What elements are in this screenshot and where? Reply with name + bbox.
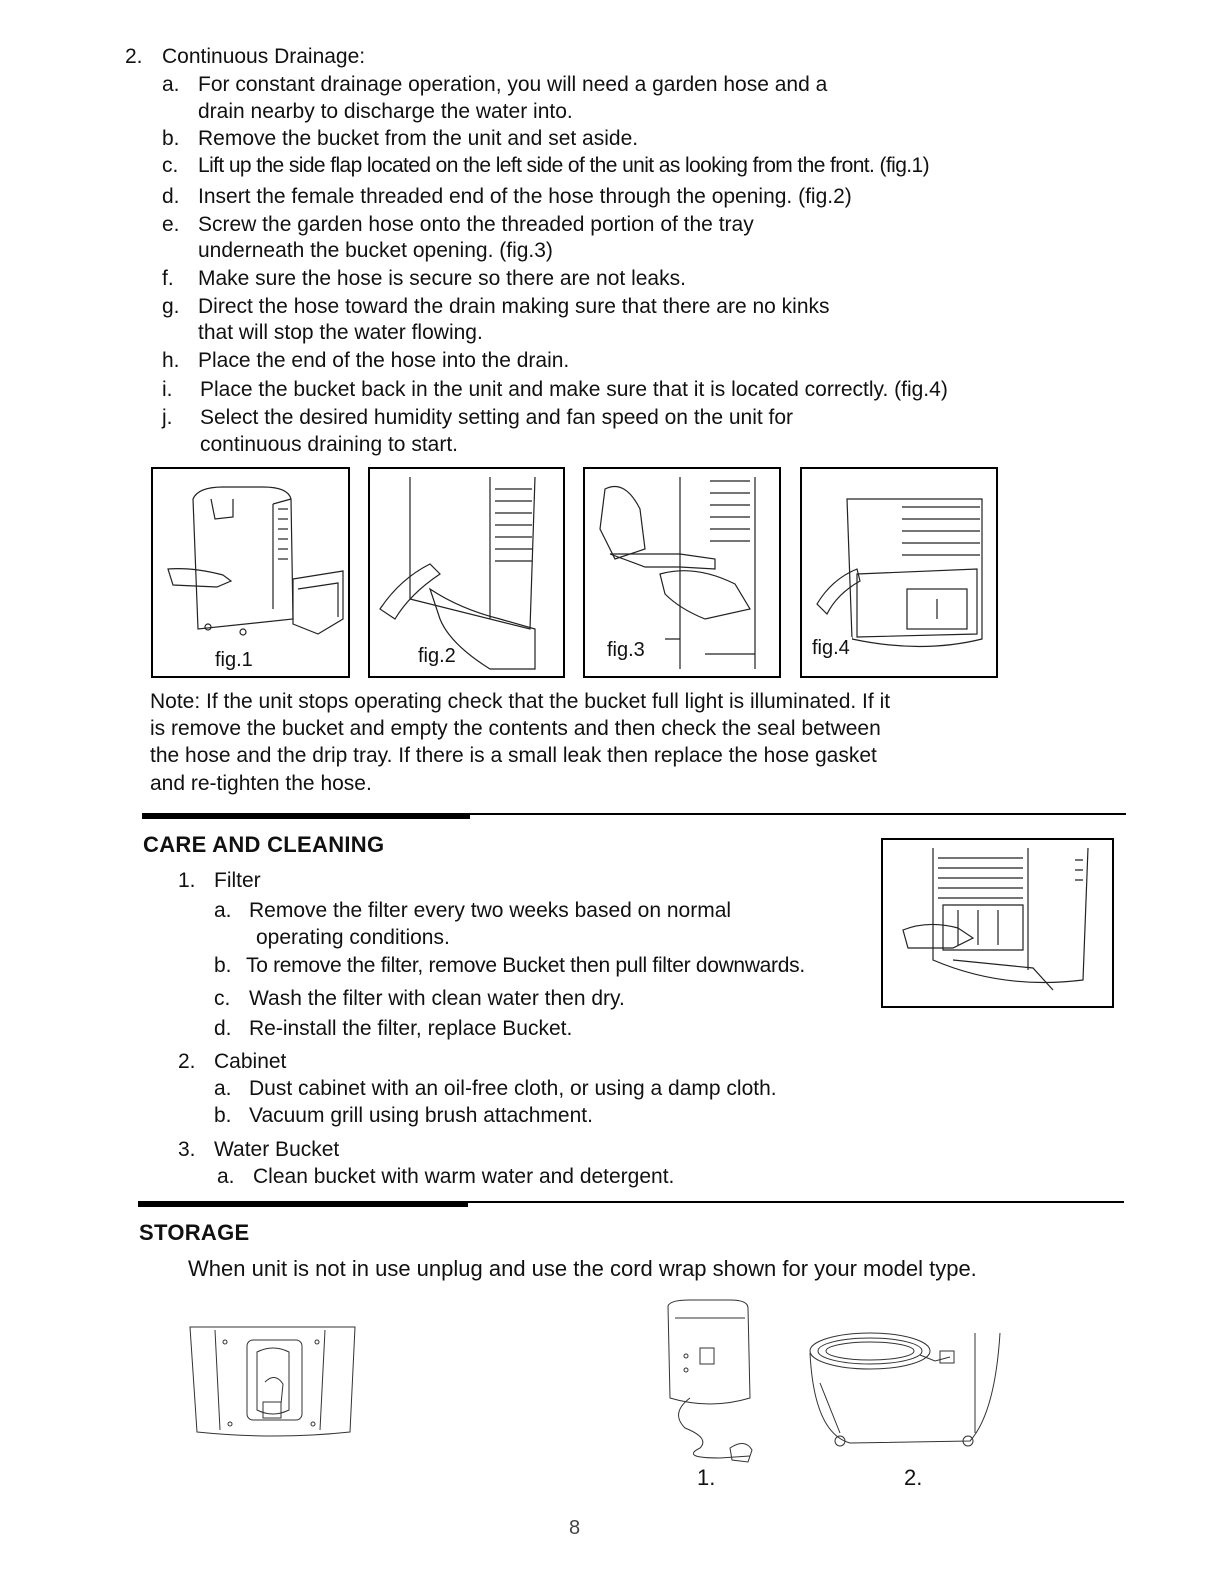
cord-wrap-model-1-drawing [660, 1298, 758, 1466]
step-letter: d. [162, 185, 180, 208]
care-sub-text: To remove the filter, remove Bucket then pull filter downwards. [246, 954, 805, 977]
storage-text: When unit is not in use unplug and use the cord wrap shown for your model type. [188, 1256, 977, 1281]
step-text: Place the bucket back in the unit and make sure that it is located correctly. (fig.4) [200, 378, 948, 401]
care-sub-text: Dust cabinet with an oil-free cloth, or using a damp cloth. [249, 1077, 777, 1100]
step-letter: e. [162, 213, 180, 236]
care-sub-letter: d. [214, 1017, 232, 1040]
figure-3 [583, 467, 781, 678]
cord-wrap-rear-illustration [185, 1322, 360, 1442]
care-item-number: 2. [178, 1050, 196, 1073]
care-sub-letter: a. [214, 899, 232, 922]
care-sub-text: Vacuum grill using brush attachment. [249, 1104, 593, 1127]
care-heading: CARE AND CLEANING [143, 832, 385, 857]
step-text: For constant drainage operation, you will need a garden hose and a [198, 73, 828, 96]
care-sub-letter: b. [214, 1104, 232, 1127]
storage-caption-2: 2. [904, 1465, 923, 1490]
step-text: Remove the bucket from the unit and set aside. [198, 127, 639, 150]
care-sub-text: Re-install the filter, replace Bucket. [249, 1017, 573, 1040]
section-divider-accent [142, 813, 470, 819]
care-sub-letter: a. [217, 1165, 235, 1188]
drainage-title: Continuous Drainage: [162, 45, 366, 68]
step-text: Lift up the side flap located on the left side of the unit as looking from the front. (fig.1) [198, 154, 929, 177]
step-text: Screw the garden hose onto the threaded portion of the tray [198, 213, 754, 236]
note-line: the hose and the drip tray. If there is a small leak then replace the hose gasket [150, 744, 877, 767]
figure-caption: fig.3 [607, 639, 645, 661]
drainage-number: 2. [125, 45, 143, 68]
figure-caption: fig.1 [215, 649, 253, 671]
cord-wrap-model-1-illustration [660, 1298, 758, 1466]
hose-insert-illustration [370, 469, 563, 676]
care-sub-letter: b. [214, 954, 232, 977]
care-item-number: 3. [178, 1138, 196, 1161]
step-letter: j. [162, 406, 173, 429]
care-sub-text: operating conditions. [256, 926, 450, 949]
page-number: 8 [569, 1517, 581, 1539]
step-text: Insert the female threaded end of the hose through the opening. (fig.2) [198, 185, 852, 208]
step-text: Select the desired humidity setting and fan speed on the unit for [200, 406, 794, 429]
figure-4 [800, 467, 998, 678]
filter-removal-illustration [883, 840, 1112, 1006]
care-sub-text: Remove the filter every two weeks based on normal [249, 899, 732, 922]
cord-wrap-rear-drawing [185, 1322, 360, 1442]
care-item-title: Cabinet [214, 1050, 287, 1073]
step-text: underneath the bucket opening. (fig.3) [198, 239, 553, 262]
dehumidifier-flap-illustration [153, 469, 348, 676]
step-letter: i. [162, 378, 173, 401]
step-letter: a. [162, 73, 180, 96]
step-text: Direct the hose toward the drain making sure that there are no kinks [198, 295, 830, 318]
step-letter: h. [162, 349, 180, 372]
care-item-title: Filter [214, 869, 261, 892]
figure-1 [151, 467, 350, 678]
figure-caption: fig.2 [418, 645, 456, 667]
filter-removal-figure [881, 838, 1114, 1008]
note-line: is remove the bucket and empty the contents and then check the seal between [150, 717, 881, 740]
cord-wrap-model-2-drawing [790, 1323, 1005, 1451]
cord-wrap-model-2-illustration [790, 1323, 1005, 1451]
care-item-number: 1. [178, 869, 196, 892]
note-line: and re-tighten the hose. [150, 772, 372, 795]
care-sub-text: Wash the filter with clean water then dry. [249, 987, 625, 1010]
care-sub-text: Clean bucket with warm water and detergent. [253, 1165, 675, 1188]
storage-caption-1: 1. [697, 1465, 716, 1490]
step-letter: g. [162, 295, 180, 318]
care-item-title: Water Bucket [214, 1138, 340, 1161]
step-text: that will stop the water flowing. [198, 321, 483, 344]
figure-2 [368, 467, 565, 678]
care-sub-letter: a. [214, 1077, 232, 1100]
figure-caption: fig.4 [812, 637, 850, 659]
step-letter: c. [162, 154, 179, 177]
step-text: Place the end of the hose into the drain. [198, 349, 570, 372]
step-letter: f. [162, 267, 174, 290]
note-line: Note: If the unit stops operating check that the bucket full light is illuminated. If it [150, 690, 891, 713]
step-letter: b. [162, 127, 180, 150]
care-sub-letter: c. [214, 987, 231, 1010]
step-text: continuous draining to start. [200, 433, 458, 456]
storage-heading: STORAGE [139, 1220, 250, 1245]
step-text: Make sure the hose is secure so there are not leaks. [198, 267, 686, 290]
section-divider-accent [138, 1201, 468, 1207]
step-text: drain nearby to discharge the water into. [198, 100, 573, 123]
